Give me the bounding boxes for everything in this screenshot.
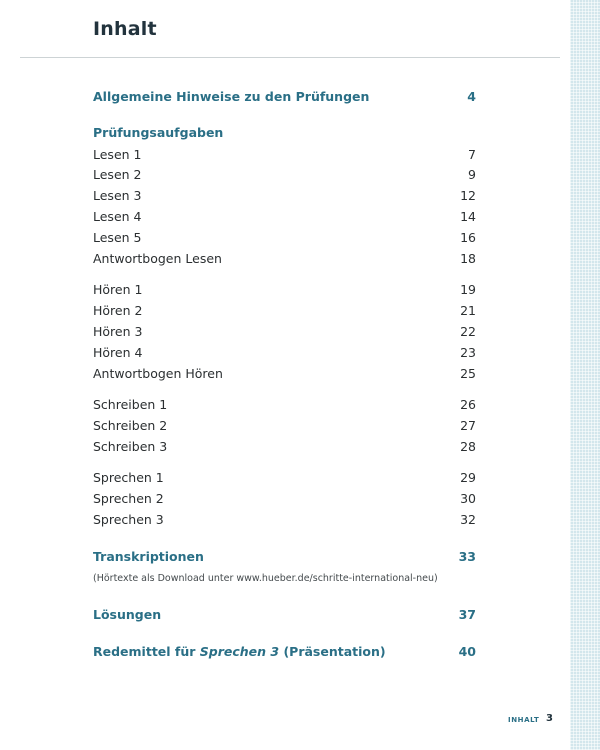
toc-page-number: 27	[460, 418, 476, 433]
toc-label: Schreiben 3	[93, 439, 168, 454]
toc-entry-antwortbogen-hoeren[interactable]	[93, 366, 476, 382]
toc-page-number: 37	[458, 607, 476, 622]
toc-entry-hinweise[interactable]	[93, 89, 476, 105]
toc-page-number: 25	[460, 366, 476, 381]
toc-page-number: 4	[467, 89, 476, 104]
toc-entry-transkriptionen[interactable]	[93, 549, 476, 565]
toc-page-number: 19	[460, 282, 476, 297]
toc-label: Lesen 3	[93, 188, 142, 203]
title-divider	[20, 57, 560, 58]
toc-entry-schreiben-2[interactable]	[93, 418, 476, 434]
toc-label-italic: Sprechen 3	[199, 644, 280, 659]
toc-page-number: 21	[460, 303, 476, 318]
toc-label: Hören 3	[93, 324, 143, 339]
download-note: (Hörtexte als Download unter www.hueber.de/schritte-international-neu)	[93, 573, 438, 584]
toc-entry-lesen-2[interactable]	[93, 167, 476, 183]
toc-page-number: 28	[460, 439, 476, 454]
toc-label: Sprechen 1	[93, 470, 164, 485]
toc-entry-lesen-4[interactable]	[93, 209, 476, 225]
toc-entry-lesen-1[interactable]	[93, 147, 476, 163]
toc-label: Sprechen 2	[93, 491, 164, 506]
footer-page-number: 3	[546, 713, 553, 724]
toc-label: Schreiben 1	[93, 397, 168, 412]
toc-entry-hoeren-2[interactable]	[93, 303, 476, 319]
toc-entry-schreiben-1[interactable]	[93, 397, 476, 413]
toc-label: Lesen 1	[93, 147, 142, 162]
toc-label: Antwortbogen Hören	[93, 366, 223, 381]
toc-label	[93, 644, 386, 660]
toc-label: Sprechen 3	[93, 512, 164, 527]
toc-label: Lösungen	[93, 607, 162, 622]
toc-entry-sprechen-3[interactable]	[93, 512, 476, 528]
page-title: Inhalt	[93, 18, 157, 40]
toc-page-number: 33	[458, 549, 476, 564]
toc-page-number: 23	[460, 345, 476, 360]
toc-page-number: 40	[458, 644, 476, 659]
toc-entry-lesen-3[interactable]	[93, 188, 476, 204]
toc-label-part: (Präsentation)	[279, 644, 386, 659]
toc-page-number: 22	[460, 324, 476, 339]
footer-section-label: INHALT	[508, 716, 540, 724]
toc-label: Allgemeine Hinweise zu den Prüfungen	[93, 89, 370, 104]
toc-label: Hören 1	[93, 282, 143, 297]
toc-page-number: 7	[468, 147, 476, 162]
toc-label: Lesen 2	[93, 167, 142, 182]
toc-page-number: 18	[460, 251, 476, 266]
toc-entry-hoeren-3[interactable]	[93, 324, 476, 340]
toc-page-number: 9	[468, 167, 476, 182]
toc-entry-lesen-5[interactable]	[93, 230, 476, 246]
toc-label: Antwortbogen Lesen	[93, 251, 222, 266]
toc-page-number: 16	[460, 230, 476, 245]
toc-entry-hoeren-4[interactable]	[93, 345, 476, 361]
toc-section-pruefungsaufgaben	[93, 125, 476, 141]
toc-entry-sprechen-2[interactable]	[93, 491, 476, 507]
toc-entry-loesungen[interactable]	[93, 607, 476, 623]
toc-entry-redemittel[interactable]	[93, 644, 476, 660]
toc-page-number: 29	[460, 470, 476, 485]
toc-label-part: Redemittel für	[93, 644, 200, 659]
toc-entry-antwortbogen-lesen[interactable]	[93, 251, 476, 267]
toc-entry-sprechen-1[interactable]	[93, 470, 476, 486]
toc-entry-hoeren-1[interactable]	[93, 282, 476, 298]
toc-page-number: 26	[460, 397, 476, 412]
toc-label: Hören 4	[93, 345, 143, 360]
toc-label: Lesen 4	[93, 209, 142, 224]
toc-label: Hören 2	[93, 303, 143, 318]
toc-entry-schreiben-3[interactable]	[93, 439, 476, 455]
toc-label: Schreiben 2	[93, 418, 168, 433]
toc-page-number: 12	[460, 188, 476, 203]
toc-page-number: 32	[460, 512, 476, 527]
toc-page-number: 30	[460, 491, 476, 506]
toc-page-number: 14	[460, 209, 476, 224]
toc-label: Prüfungsaufgaben	[93, 125, 224, 140]
side-decorative-strip	[570, 0, 600, 750]
toc-label: Lesen 5	[93, 230, 142, 245]
toc-label: Transkriptionen	[93, 549, 204, 564]
